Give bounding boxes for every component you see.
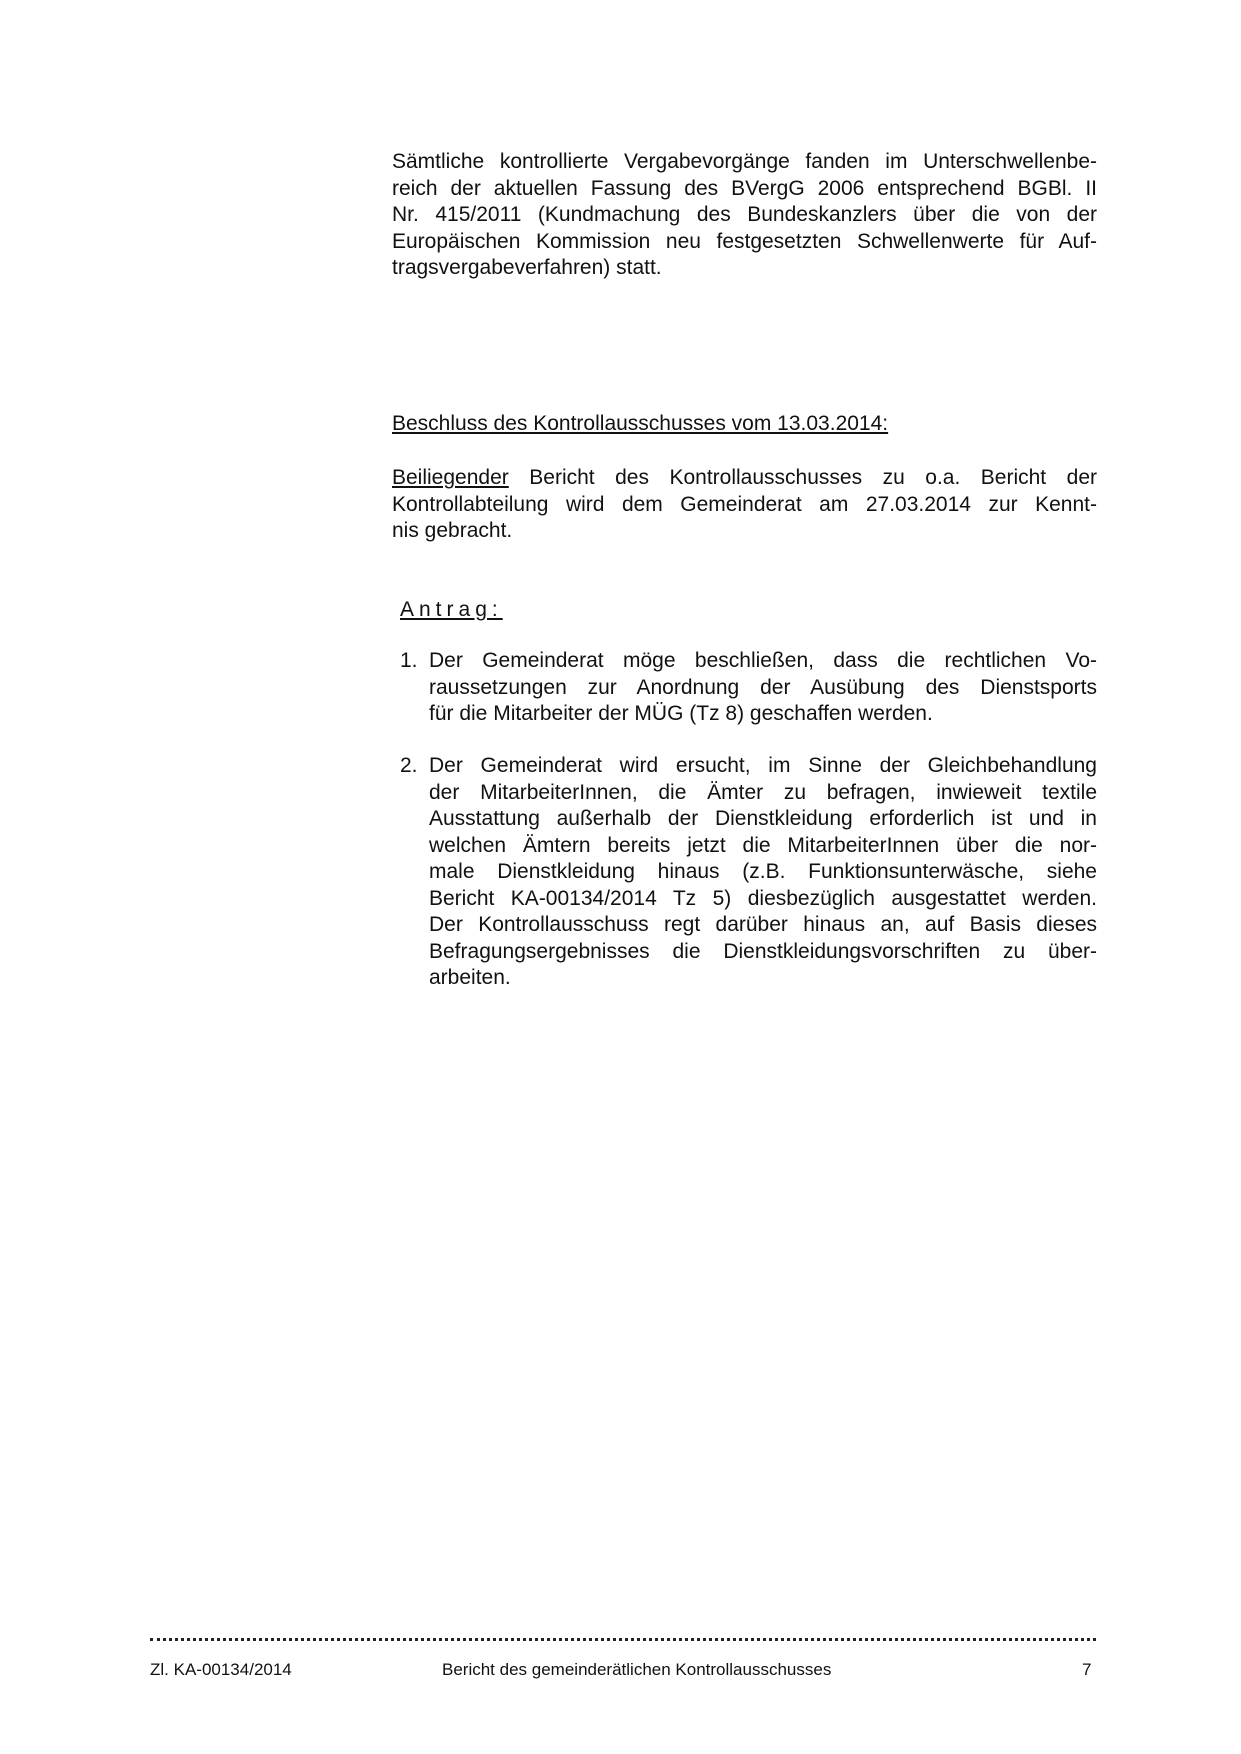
footer-title: Bericht des gemeinderätlichen Kontrollausschusses	[442, 1660, 832, 1679]
footer-divider	[150, 1638, 1096, 1647]
intro-line: Nr. 415/2011 (Kundmachung des Bundeskanzlers über die von der	[392, 203, 1097, 226]
decision-paragraph	[392, 465, 1097, 545]
intro-line: Europäischen Kommission neu festgesetzten Schwellenwerte für Auf-	[392, 229, 1097, 253]
motion-title: Antrag:	[400, 598, 503, 621]
decision-line-1	[392, 465, 1097, 492]
motion-line: für die Mitarbeiter der MÜG (Tz 8) geschaffen werden.	[429, 702, 933, 725]
motion-line: male Dienstkleidung hinaus (z.B. Funktionsunterwäsche, siehe	[429, 860, 1097, 883]
motion-line: Der Kontrollausschuss regt darüber hinaus an, auf Basis dieses	[429, 913, 1097, 936]
motion-line: Der Gemeinderat wird ersucht, im Sinne der Gleichbehandlung	[429, 754, 1097, 777]
motion-item-number: 2.	[400, 754, 418, 777]
intro-paragraph	[392, 149, 1097, 282]
intro-line: Sämtliche kontrollierte Vergabevorgänge fanden im Unterschwellenbe-	[392, 150, 1097, 173]
motion-item-number: 1.	[400, 649, 418, 672]
motion-line: der MitarbeiterInnen, die Ämter zu befragen, inwieweit textile	[429, 780, 1097, 804]
decision-line-3: nis gebracht.	[392, 519, 513, 542]
intro-line: reich der aktuellen Fassung des BVergG 2006 entsprechend BGBl. II	[392, 176, 1097, 200]
motion-item-body	[429, 648, 1097, 728]
page-number: 7	[1082, 1660, 1092, 1679]
footer-reference: Zl. KA-00134/2014	[150, 1660, 292, 1679]
intro-line: tragsvergabeverfahren) statt.	[392, 256, 662, 279]
motion-item-2	[400, 753, 1097, 992]
motion-line: welchen Ämtern bereits jetzt die MitarbeiterInnen über die nor-	[429, 833, 1097, 857]
motion-item-body	[429, 753, 1097, 992]
motion-line: arbeiten.	[429, 966, 511, 989]
decision-line-2: Kontrollabteilung wird dem Gemeinderat am 27.03.2014 zur Kennt-	[392, 492, 1097, 516]
motion-line: Bericht KA-00134/2014 Tz 5) diesbezüglich ausgestattet werden.	[429, 886, 1097, 910]
decision-heading: Beschluss des Kontrollausschusses vom 13.03.2014:	[392, 412, 889, 435]
motion-item-1	[400, 648, 1097, 728]
motion-line: raussetzungen zur Anordnung der Ausübung des Dienstsports	[429, 675, 1097, 699]
motion-line: Befragungsergebnisses die Dienstkleidungsvorschriften zu über-	[429, 939, 1097, 963]
motion-line: Ausstattung außerhalb der Dienstkleidung erforderlich ist und in	[429, 807, 1097, 830]
motion-line: Der Gemeinderat möge beschließen, dass die rechtlichen Vo-	[429, 649, 1097, 672]
decision-lead-word: Beiliegender	[392, 466, 509, 489]
decision-line-1-rest: Bericht des Kontrollausschusses zu o.a. Bericht der	[508, 466, 1097, 489]
